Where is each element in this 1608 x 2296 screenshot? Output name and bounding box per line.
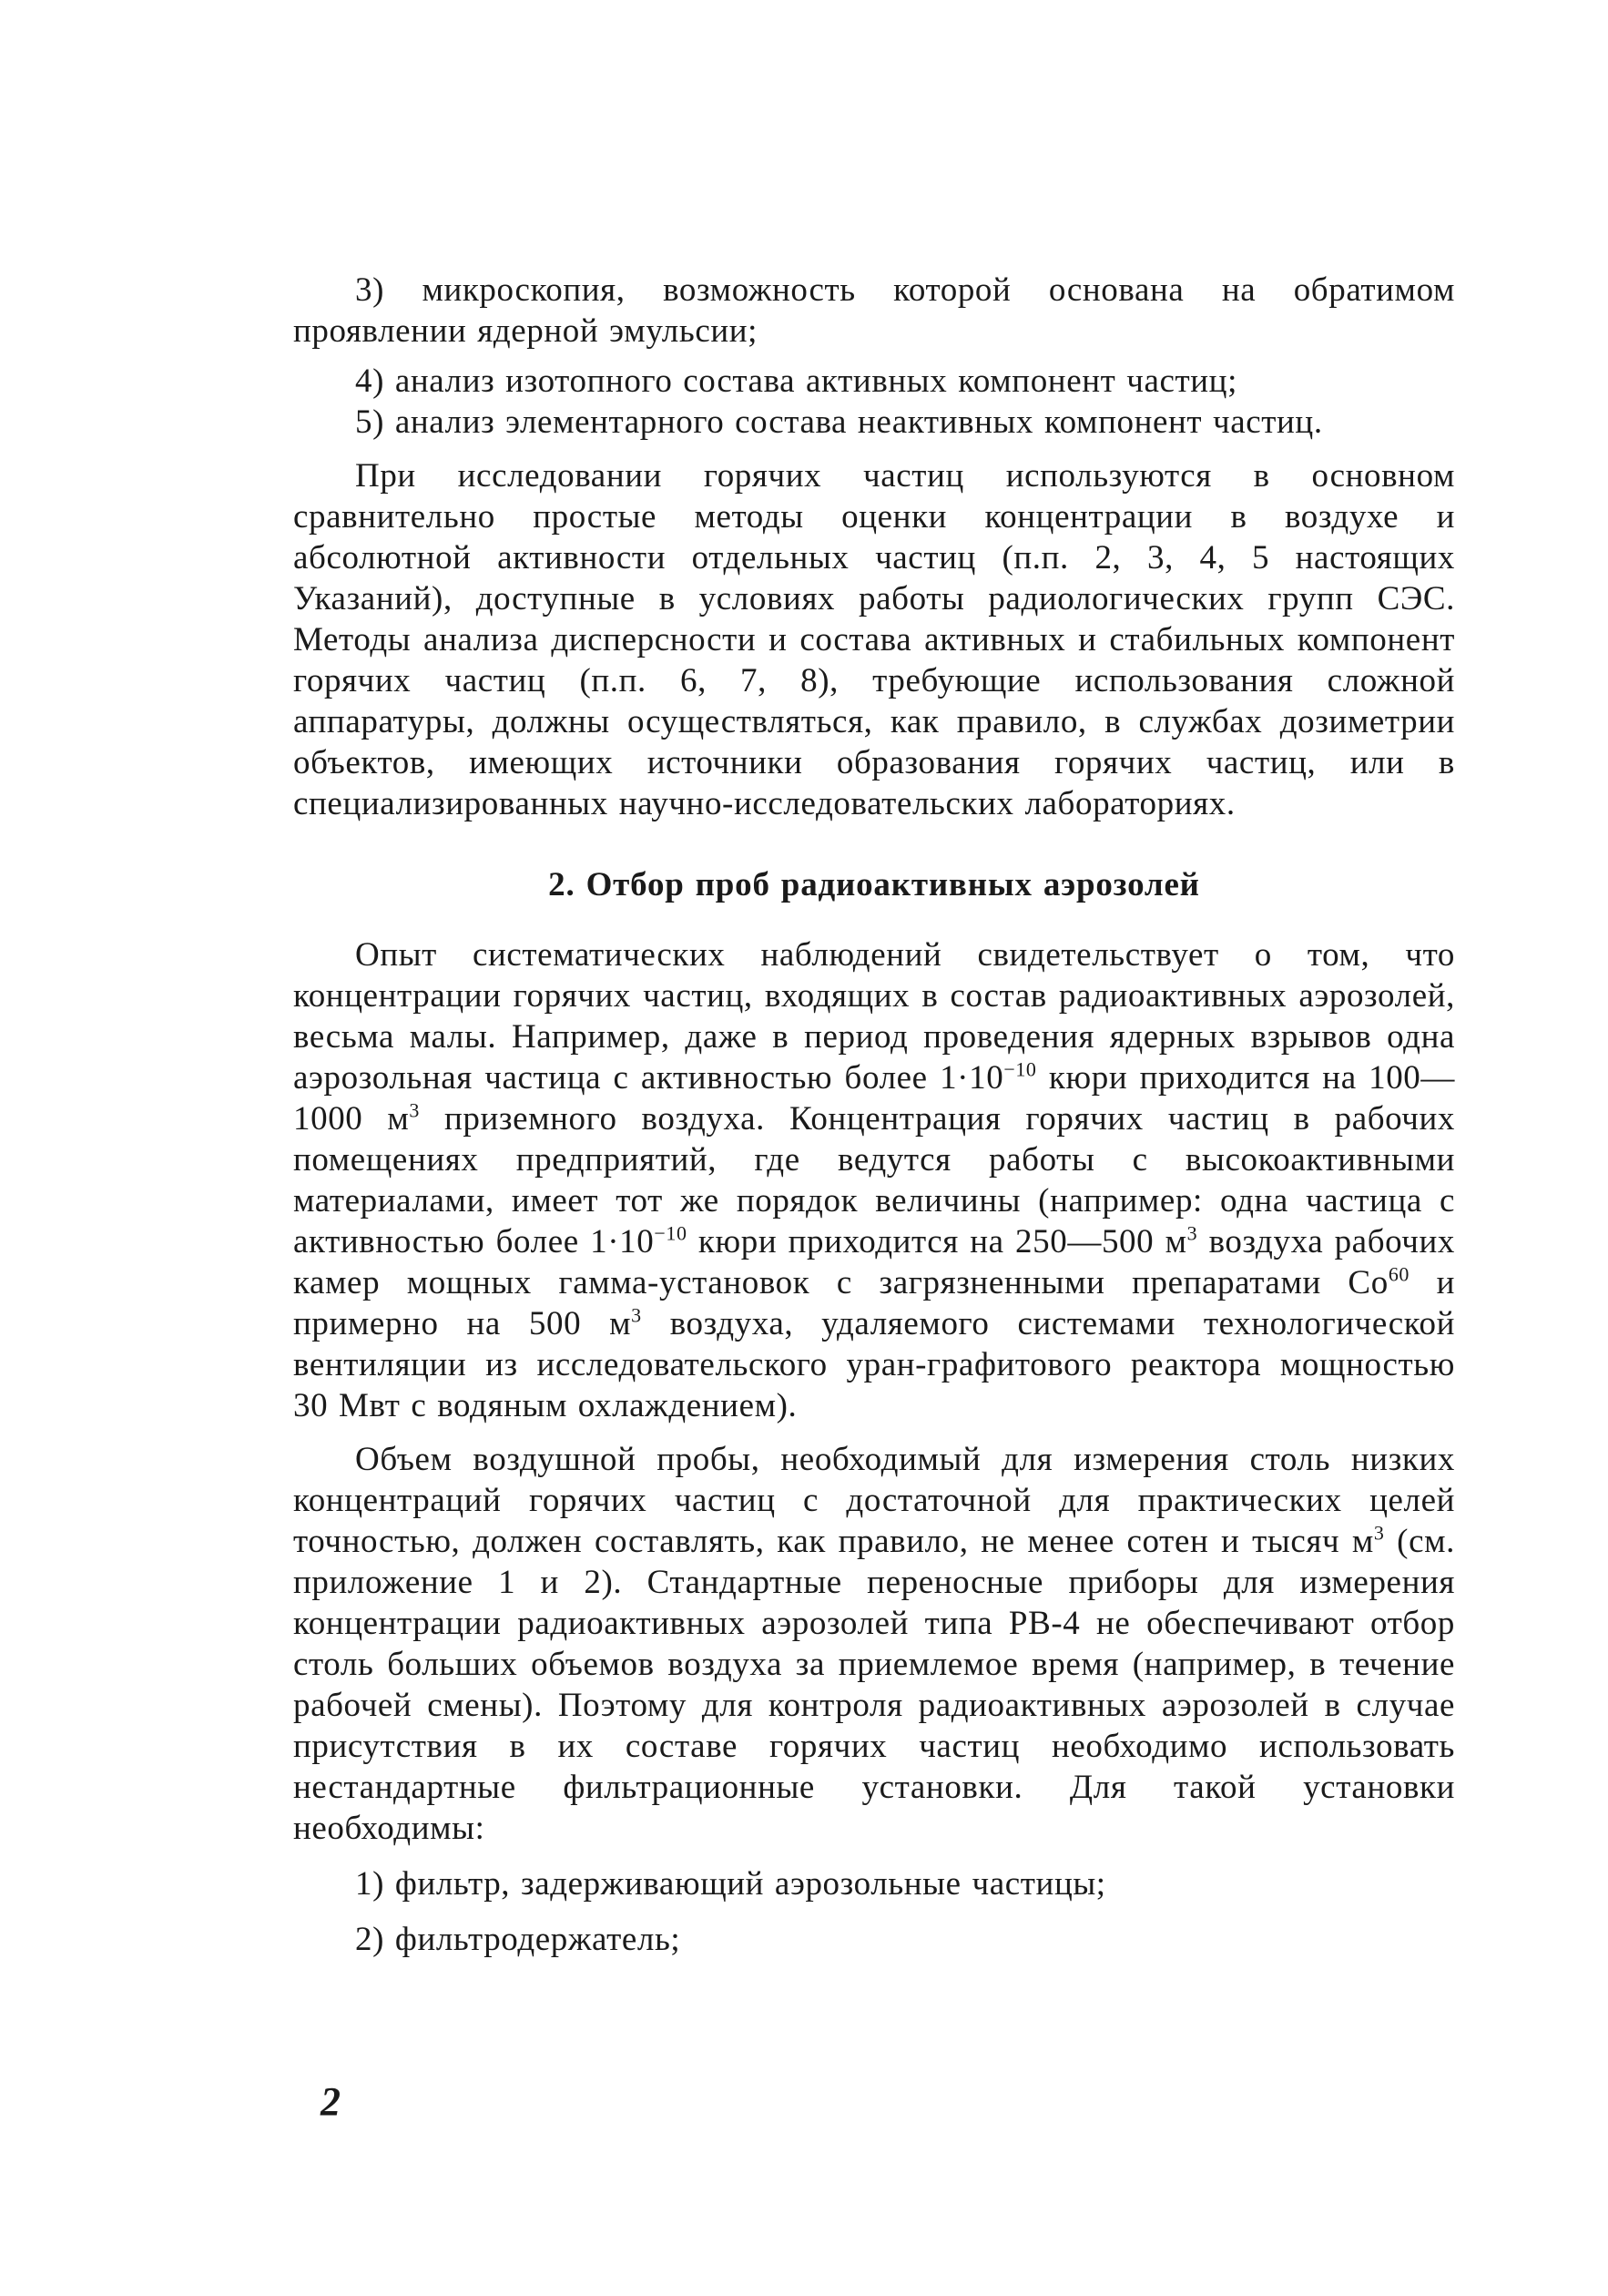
paragraph-observations — [293, 934, 1455, 1426]
page-number: 2 — [321, 2079, 341, 2124]
section-heading: 2. Отбор проб радиоактивных аэрозолей — [548, 866, 1200, 903]
text-run: кюри приходится на 250—500 м — [687, 1223, 1187, 1260]
superscript: 3 — [631, 1303, 642, 1327]
text-run: воздуха рабочих камер мощных гамма-установок с загрязненными препаратами Co — [293, 1223, 1455, 1301]
list-item: 4) анализ изотопного состава активных компонент частиц; — [355, 362, 1237, 400]
superscript: 3 — [1373, 1521, 1385, 1545]
text-run: Объем воздушной пробы, необходимый для измерения столь низких концентраций горячих частиц с достаточной для практических целей точностью, должен составлять, как правило, не менее сотен и тысяч м — [293, 1441, 1455, 1560]
list-item: 5) анализ элементарного состава неактивных компонент частиц. — [355, 403, 1323, 441]
superscript: 3 — [409, 1098, 420, 1122]
superscript: 3 — [1186, 1221, 1198, 1245]
superscript: −10 — [1003, 1057, 1037, 1081]
list-item: 2) фильтродержатель; — [355, 1921, 681, 1958]
text-run: Опыт систематических наблюдений свидетельствует о том, что концентрации горячих частиц, входящих в состав радиоактивных аэрозолей, весьма малы. Например, даже в период проведения ядерных взрывов одна аэрозольная частица с активностью более 1·10 — [293, 936, 1455, 1097]
text-run: приземного воздуха. Концентрация горячих частиц в рабочих помещениях предприятий, где ведутся работы с высокоактивными материалами, имеет тот же порядок величины (например: одна частица с активностью более 1·10 — [293, 1100, 1456, 1260]
superscript: −10 — [654, 1221, 687, 1245]
paragraph-methods: При исследовании горячих частиц используются в основном сравнительно простые методы оценки концентрации в воздухе и абсолютной активности отдельных частиц (п.п. 2, 3, 4, 5 настоящих Указаний), доступные в условиях работы радиологических групп СЭС. Методы анализа дисперсности и состава активных и стабильных компонент горячих частиц (п.п. 6, 7, 8), требующие использования сложной аппаратуры, должны осуществляться, как правило, в службах дозиметрии объектов, имеющих источники образования горячих частиц, или в специализированных научно-исследовательских лабораториях. — [293, 457, 1455, 822]
text-run: (см. приложение 1 и 2). Стандартные переносные приборы для измерения концентрации радиоактивных аэрозолей типа РВ-4 не обеспечивают отбор столь больших объемов воздуха за приемлемое время (например, в течение рабочей смены). Поэтому для контроля радиоактивных аэрозолей в случае присутствия в их составе горячих частиц необходимо использовать нестандартные фильтрационные установки. Для такой установки необходимы: — [293, 1523, 1455, 1847]
text-run: воздуха, удаляемого системами технологической вентиляции из исследовательского уран-графитового реактора мощностью 30 Мвт с водяным охлаждением). — [293, 1305, 1455, 1424]
superscript: 60 — [1388, 1262, 1410, 1286]
list-item: 3) микроскопия, возможность которой основана на обратимом проявлении ядерной эмульсии; — [293, 271, 1455, 350]
text-run: и примерно на 500 м — [293, 1264, 1455, 1342]
list-item: 1) фильтр, задерживающий аэрозольные частицы; — [355, 1865, 1106, 1903]
document-page — [293, 270, 1455, 1960]
text-run: кюри приходится на 100—1000 м — [293, 1059, 1455, 1138]
paragraph-sample-volume — [293, 1439, 1455, 1849]
